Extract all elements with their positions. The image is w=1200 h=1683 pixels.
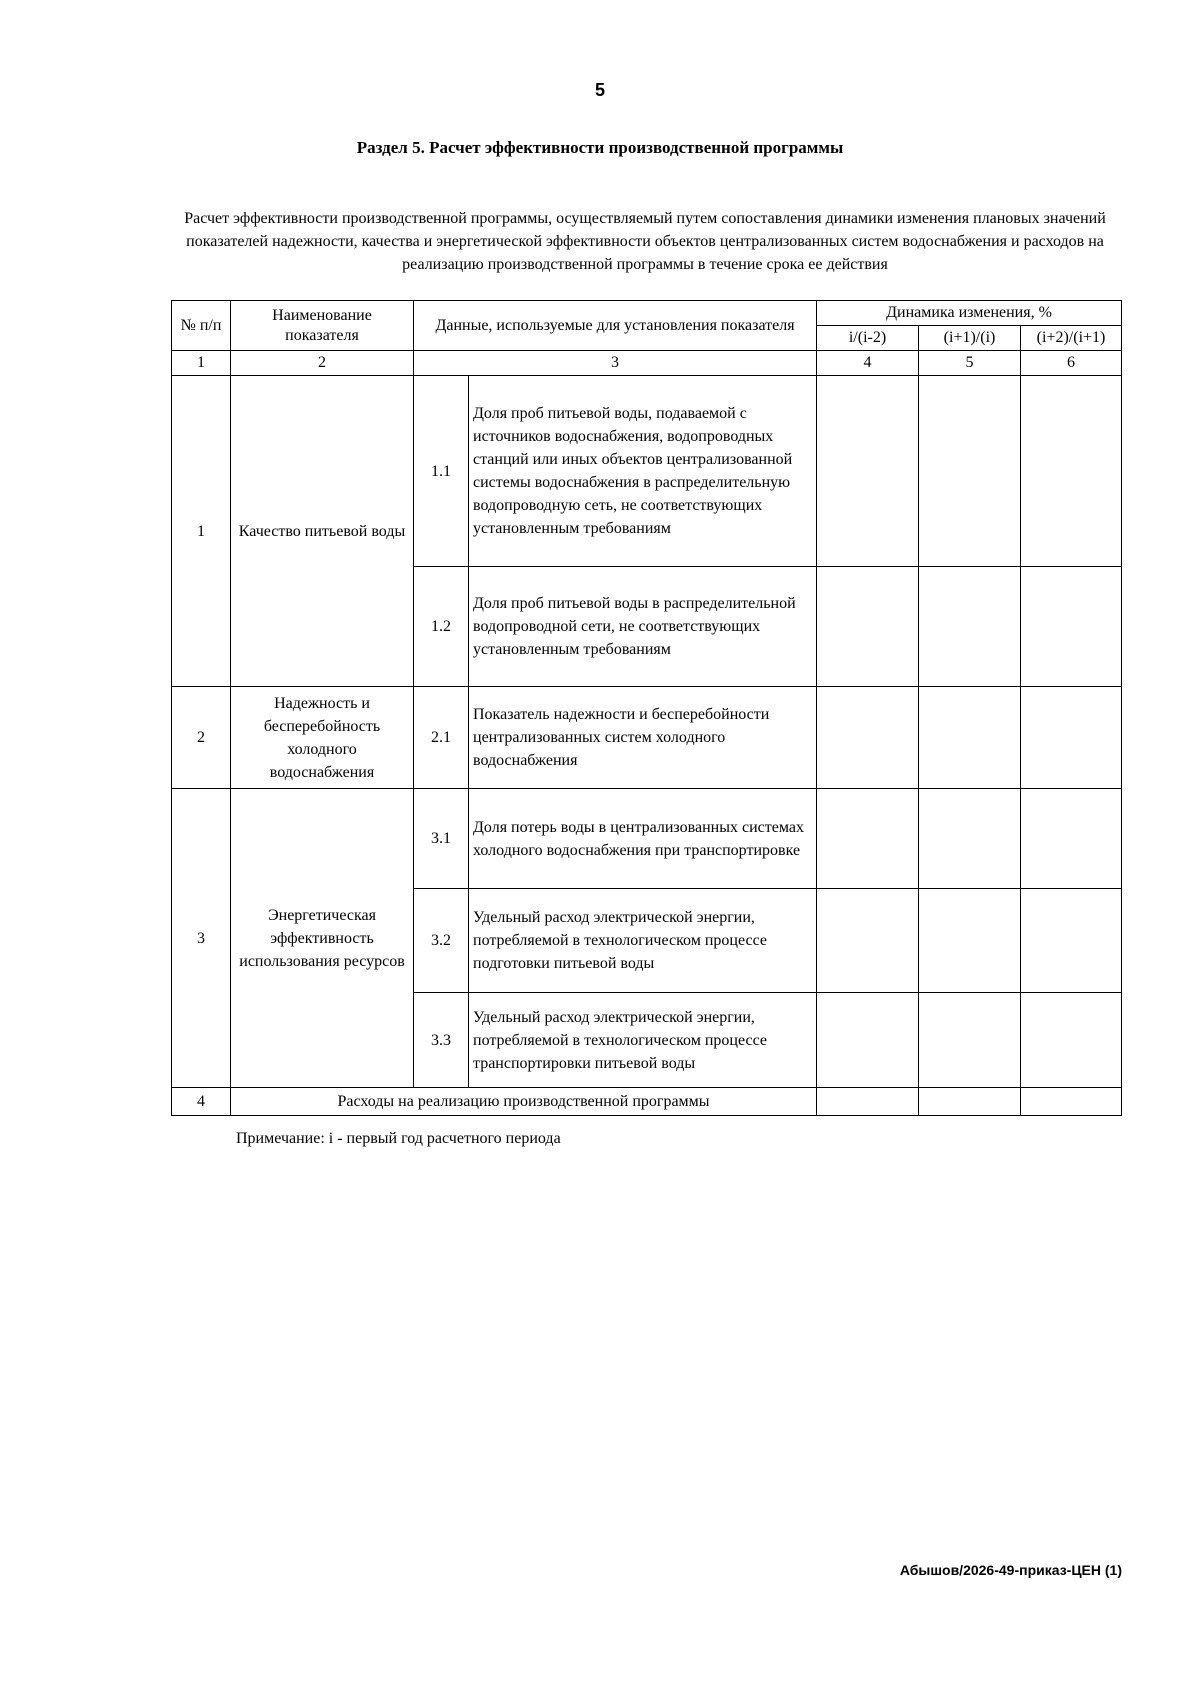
value-cell (817, 993, 919, 1088)
row-text: Удельный расход электрической энергии, потребляемой в технологическом процессе подготовки питьевой воды (469, 889, 817, 993)
row-text: Доля проб питьевой воды в распределительной водопроводной сети, не соответствующих установленным требованиям (469, 567, 817, 687)
group-num: 1 (172, 376, 231, 687)
value-cell (817, 789, 919, 889)
page-number: 5 (594, 80, 605, 100)
row-code: 3.3 (414, 993, 469, 1088)
value-cell (919, 376, 1021, 567)
header-name: Наименование показателя (231, 301, 414, 351)
last-row-text: Расходы на реализацию производственной программы (231, 1088, 817, 1116)
col-number: 5 (919, 351, 1021, 376)
value-cell (817, 889, 919, 993)
last-row-num: 4 (172, 1088, 231, 1116)
table-row (172, 376, 1122, 567)
value-cell (1021, 789, 1122, 889)
row-text: Доля проб питьевой воды, подаваемой с источников водоснабжения, водопроводных станций или иных объектов централизованной системы водоснабжения в распределительную водопроводную сеть, не соответствующих установленным требованиям (469, 376, 817, 567)
row-text: Удельный расход электрической энергии, потребляемой в технологическом процессе транспортировки питьевой воды (469, 993, 817, 1088)
group-num: 3 (172, 789, 231, 1088)
header-row (172, 301, 1122, 326)
header-col4: i/(i-2) (817, 326, 919, 351)
value-cell (1021, 993, 1122, 1088)
value-cell (919, 993, 1021, 1088)
col-number: 3 (414, 351, 817, 376)
col-number: 1 (172, 351, 231, 376)
document-reference: Абышов/2026-49-приказ-ЦЕН (1) (899, 1562, 1122, 1578)
header-data: Данные, используемые для установления показателя (414, 301, 817, 351)
value-cell (817, 1088, 919, 1116)
row-code: 1.2 (414, 567, 469, 687)
row-code: 1.1 (414, 376, 469, 567)
col-number: 2 (231, 351, 414, 376)
intro-paragraph: Расчет эффективности производственной программы, осуществляемый путем сопоставления динамики изменения плановых значений показателей надежности, качества и энергетической эффективности объектов централизованных систем водоснабжения и расходов на реализацию производственной программы в течение срока ее действия (184, 210, 1106, 273)
value-cell (1021, 376, 1122, 567)
row-text: Показатель надежности и бесперебойности централизованных систем холодного водоснабжения (469, 687, 817, 789)
group-num: 2 (172, 687, 231, 789)
column-number-row (172, 351, 1122, 376)
value-cell (1021, 567, 1122, 687)
value-cell (919, 687, 1021, 789)
table-row (172, 789, 1122, 889)
col-number: 6 (1021, 351, 1122, 376)
row-code: 3.2 (414, 889, 469, 993)
table-row (172, 687, 1122, 789)
value-cell (919, 789, 1021, 889)
footnote: Примечание: i - первый год расчетного периода (236, 1130, 561, 1147)
header-num: № п/п (172, 301, 231, 351)
col-number: 4 (817, 351, 919, 376)
value-cell (817, 567, 919, 687)
header-dynamics: Динамика изменения, % (817, 301, 1122, 326)
value-cell (1021, 1088, 1122, 1116)
group-name: Надежность и бесперебойность холодного водоснабжения (231, 687, 414, 789)
value-cell (817, 376, 919, 567)
value-cell (919, 889, 1021, 993)
section-title: Раздел 5. Расчет эффективности производственной программы (356, 138, 844, 157)
value-cell (1021, 687, 1122, 789)
row-code: 2.1 (414, 687, 469, 789)
table-row (172, 1088, 1122, 1116)
efficiency-table (171, 300, 1122, 1116)
header-col6: (i+2)/(i+1) (1021, 326, 1122, 351)
group-name: Качество питьевой воды (231, 376, 414, 687)
value-cell (919, 567, 1021, 687)
value-cell (919, 1088, 1021, 1116)
group-name: Энергетическая эффективность использования ресурсов (231, 789, 414, 1088)
value-cell (817, 687, 919, 789)
row-code: 3.1 (414, 789, 469, 889)
value-cell (1021, 889, 1122, 993)
row-text: Доля потерь воды в централизованных системах холодного водоснабжения при транспортировке (469, 789, 817, 889)
header-col5: (i+1)/(i) (919, 326, 1021, 351)
